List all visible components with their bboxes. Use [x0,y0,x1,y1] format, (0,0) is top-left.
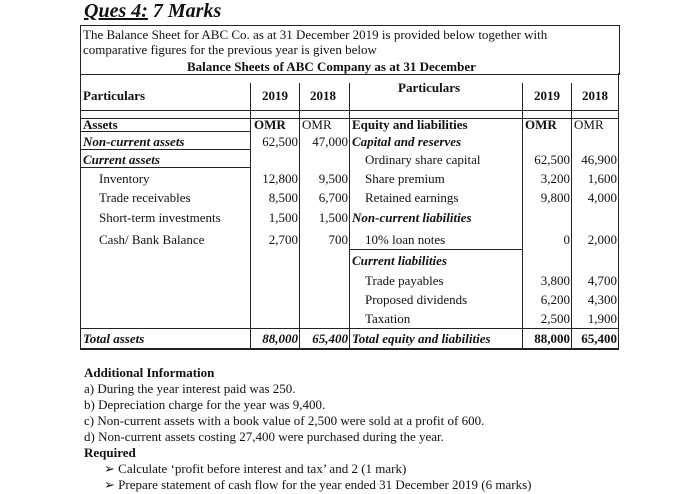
currency-right-2018: OMR [574,117,604,132]
assets-label: Assets [83,117,118,132]
current-asset-2019: 2,700 [268,232,298,247]
capital-item-2019: 9,800 [540,190,570,205]
total-equity-liabilities-2019: 88,000 [534,331,570,346]
arrow-bullet-icon: ➢ [104,461,115,476]
current-liability-2019: 6,200 [540,292,570,307]
current-liability-2018: 4,700 [587,273,617,288]
non-current-assets-2018: 47,000 [312,134,348,149]
required-item [104,461,406,477]
non-current-liability-item: 10% loan notes [365,232,446,247]
current-asset-item: Cash/ Bank Balance [99,232,205,247]
non-current-liabilities-label: Non-current liabilities [352,210,472,225]
currency-left-2019: OMR [254,117,286,132]
current-liability-2019: 3,800 [540,273,570,288]
total-assets-label: Total assets [83,331,145,346]
current-liability-2018: 4,300 [587,292,617,307]
current-asset-2019: 8,500 [268,190,298,205]
table-heading: Balance Sheets of ABC Company as at 31 December [187,59,476,74]
current-asset-2019: 1,500 [268,210,298,225]
current-liability-item: Trade payables [365,273,444,288]
currency-right-2019: OMR [525,117,557,132]
total-equity-liabilities-label: Total equity and liabilities [352,331,491,346]
capital-item: Share premium [365,171,445,186]
intro-line-1: The Balance Sheet for ABC Co. as at 31 December 2019 is provided below together with [83,27,548,42]
total-assets-2018: 65,400 [312,331,348,346]
additional-info-item: c) Non-current assets with a book value of 2,500 were sold at a profit of 600. [84,413,485,428]
current-liabilities-label: Current liabilities [352,253,447,268]
current-liability-item: Taxation [365,311,411,326]
current-asset-2018: 6,700 [318,190,348,205]
current-asset-item: Inventory [99,171,150,186]
capital-item-2018: 1,600 [587,171,617,186]
capital-item-2019: 62,500 [534,152,570,167]
equity-liabilities-label: Equity and liabilities [352,117,468,132]
right-header-2018: 2018 [582,88,608,103]
required-heading: Required [84,445,136,460]
right-header-particulars: Particulars [398,80,461,95]
arrow-bullet-icon: ➢ [104,477,115,492]
current-asset-item: Short-term investments [99,210,221,225]
left-header-particulars: Particulars [83,88,146,103]
current-assets-label: Current assets [83,152,160,167]
current-liability-2018: 1,900 [587,311,617,326]
question-marks: 7 Marks [147,0,222,22]
additional-info-heading: Additional Information [84,365,215,380]
non-current-liability-2018: 2,000 [587,232,617,247]
additional-info-item: a) During the year interest paid was 250. [84,381,296,396]
current-liability-item: Proposed dividends [365,292,468,307]
capital-item-2018: 4,000 [587,190,617,205]
capital-item-2018: 46,900 [581,152,617,167]
capital-item-2019: 3,200 [540,171,570,186]
total-equity-liabilities-2018: 65,400 [581,331,617,346]
current-asset-2018: 9,500 [318,171,348,186]
currency-left-2018: OMR [302,117,332,132]
current-asset-2018: 1,500 [318,210,348,225]
non-current-liability-2019: 0 [563,232,570,247]
question-title [84,0,221,23]
right-header-2019: 2019 [534,88,560,103]
non-current-assets-label: Non-current assets [83,134,185,149]
capital-item: Ordinary share capital [365,152,481,167]
required-item-text: Calculate ‘profit before interest and tax’ and 2 (1 mark) [118,461,407,476]
non-current-assets-2019: 62,500 [262,134,298,149]
left-header-2019: 2019 [262,88,288,103]
capital-reserves-label: Capital and reserves [352,134,462,149]
current-liability-2019: 2,500 [540,311,570,326]
left-header-2018: 2018 [310,88,336,103]
capital-item: Retained earnings [365,190,459,205]
current-asset-2018: 700 [328,232,348,247]
additional-info-item: d) Non-current assets costing 27,400 were purchased during the year. [84,429,444,444]
required-item-text: Prepare statement of cash flow for the year ended 31 December 2019 (6 marks) [118,477,532,492]
intro-line-2: comparative figures for the previous year is given below [83,42,377,57]
additional-info-item: b) Depreciation charge for the year was 9,400. [84,397,326,412]
required-item [104,477,531,493]
current-asset-item: Trade receivables [99,190,191,205]
total-assets-2019: 88,000 [262,331,298,346]
question-number: Ques 4: [84,0,148,22]
current-asset-2019: 12,800 [262,171,298,186]
